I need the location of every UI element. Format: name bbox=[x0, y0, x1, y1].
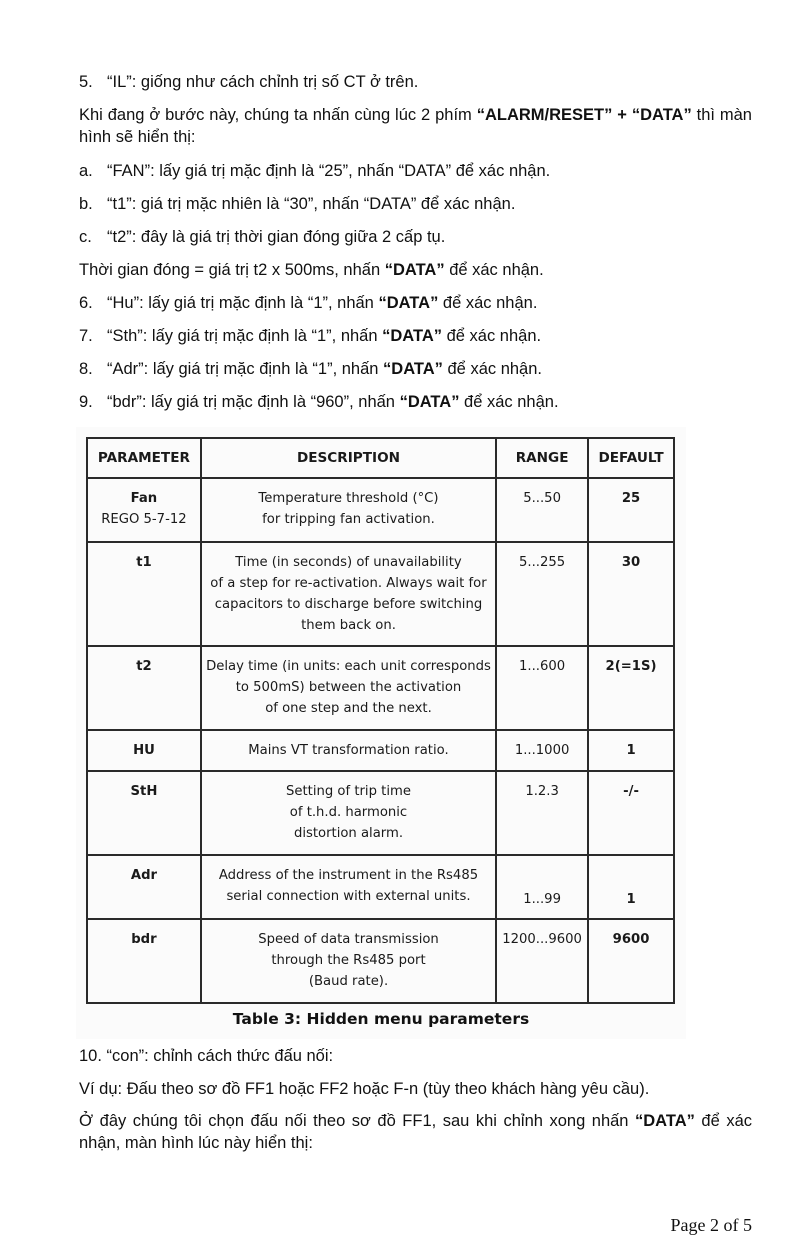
desc-line: Setting of trip time bbox=[286, 784, 411, 799]
sub-item-a bbox=[79, 160, 550, 182]
cell-param: t1 bbox=[87, 542, 201, 646]
desc-line: of one step and the next. bbox=[265, 701, 432, 716]
sub-item-letter: a. bbox=[79, 162, 93, 180]
table-caption: Table 3: Hidden menu parameters bbox=[232, 1010, 530, 1028]
cell-param: StH bbox=[87, 771, 201, 855]
cell-default: 25 bbox=[588, 478, 674, 542]
cell-desc bbox=[201, 542, 496, 646]
chosen-key: “DATA” bbox=[635, 1112, 695, 1130]
step-key: “DATA” bbox=[399, 393, 460, 411]
cell-desc bbox=[201, 919, 496, 1003]
cell-desc bbox=[201, 771, 496, 855]
cell-desc bbox=[201, 855, 496, 919]
table-row bbox=[87, 855, 674, 919]
desc-line: of t.h.d. harmonic bbox=[289, 805, 408, 820]
step-text-end: để xác nhận. bbox=[442, 360, 542, 378]
header-default: DEFAULT bbox=[588, 438, 674, 478]
cell-param bbox=[87, 478, 201, 542]
step-5 bbox=[79, 71, 418, 93]
intro-text-end: thì màn hình sẽ hiển thị: bbox=[79, 106, 752, 146]
cell-range: 1.2.3 bbox=[496, 771, 588, 855]
step-text: “Sth”: lấy giá trị mặc định là “1”, nhấn bbox=[107, 327, 383, 345]
step-10: 10. “con”: chỉnh cách thức đấu nối: bbox=[79, 1047, 334, 1065]
step-number: 8. bbox=[79, 360, 93, 378]
close-time-key: “DATA” bbox=[384, 261, 445, 279]
step-text-end: để xác nhận. bbox=[442, 327, 542, 345]
step-text: “IL”: giống như cách chỉnh trị số CT ở trên. bbox=[107, 73, 419, 91]
step-number: 5. bbox=[79, 73, 93, 91]
table-row bbox=[87, 478, 674, 542]
table-row bbox=[87, 646, 674, 730]
table-row bbox=[87, 730, 674, 771]
step-number: 6. bbox=[79, 294, 93, 312]
step-text: “Hu”: lấy giá trị mặc định là “1”, nhấn bbox=[107, 294, 379, 312]
step-text: “bdr”: lấy giá trị mặc định là “960”, nhấn bbox=[107, 393, 400, 411]
cell-default: -/- bbox=[588, 771, 674, 855]
sub-item-letter: b. bbox=[79, 195, 93, 213]
cell-range: 1200...9600 bbox=[496, 919, 588, 1003]
hidden-menu-table-figure bbox=[76, 427, 686, 1039]
cell-range: 1...99 bbox=[496, 855, 588, 919]
step-text-end: để xác nhận. bbox=[459, 393, 559, 411]
intro-text: Khi đang ở bước này, chúng ta nhấn cùng lúc 2 phím bbox=[79, 106, 477, 124]
step-key: “DATA” bbox=[378, 294, 439, 312]
cell-range: 1...600 bbox=[496, 646, 588, 730]
intro-keys: “ALARM/RESET” + “DATA” bbox=[476, 106, 692, 124]
chosen-text-end: để xác nhận, màn hình lúc này hiển thị: bbox=[79, 1112, 752, 1152]
cell-default: 9600 bbox=[588, 919, 674, 1003]
step-9 bbox=[79, 391, 559, 413]
cell-desc bbox=[201, 478, 496, 542]
step-key: “DATA” bbox=[383, 360, 443, 378]
step-6 bbox=[79, 292, 537, 314]
desc-line: Address of the instrument in the Rs485 bbox=[218, 868, 479, 883]
cell-param: bdr bbox=[87, 919, 201, 1003]
close-time-line bbox=[79, 259, 544, 281]
sub-item-letter: c. bbox=[79, 228, 92, 246]
desc-line: them back on. bbox=[301, 618, 396, 633]
cell-default: 1 bbox=[588, 730, 674, 771]
header-range: RANGE bbox=[496, 438, 588, 478]
table-row bbox=[87, 542, 674, 646]
step-key: “DATA” bbox=[382, 327, 443, 345]
step-number: 9. bbox=[79, 393, 93, 411]
desc-line: (Baud rate). bbox=[308, 974, 389, 989]
sub-item-text: “t1”: giá trị mặc nhiên là “30”, nhấn “DATA” để xác nhận. bbox=[107, 195, 516, 213]
desc-line: of a step for re-activation. Always wait for bbox=[210, 576, 487, 591]
cell-range: 5...255 bbox=[496, 542, 588, 646]
desc-line: Delay time (in units: each unit corresponds bbox=[206, 659, 491, 674]
sub-item-text: “FAN”: lấy giá trị mặc định là “25”, nhấn “DATA” để xác nhận. bbox=[107, 162, 551, 180]
header-parameter: PARAMETER bbox=[87, 438, 201, 478]
desc-line: Temperature threshold (°C) bbox=[258, 491, 439, 506]
sub-item-b bbox=[79, 193, 515, 215]
cell-desc bbox=[201, 646, 496, 730]
param-sub: REGO 5-7-12 bbox=[101, 512, 187, 527]
page-number: Page 2 of 5 bbox=[670, 1215, 752, 1235]
cell-default: 30 bbox=[588, 542, 674, 646]
intro-paragraph bbox=[79, 104, 752, 148]
step-text-end: để xác nhận. bbox=[438, 294, 538, 312]
param-name: Fan bbox=[130, 491, 158, 506]
desc-line: distortion alarm. bbox=[293, 826, 404, 841]
table-header-row bbox=[87, 438, 674, 478]
hidden-menu-table bbox=[86, 437, 675, 1004]
close-time-end: để xác nhận. bbox=[444, 261, 544, 279]
table-row bbox=[87, 919, 674, 1003]
cell-param: HU bbox=[87, 730, 201, 771]
step-number: 7. bbox=[79, 327, 93, 345]
cell-default: 1 bbox=[588, 855, 674, 919]
cell-param: Adr bbox=[87, 855, 201, 919]
cell-range: 1...1000 bbox=[496, 730, 588, 771]
table-row bbox=[87, 771, 674, 855]
example-line: Ví dụ: Đấu theo sơ đồ FF1 hoặc FF2 hoặc F-n (tùy theo khách hàng yêu cầu). bbox=[79, 1080, 650, 1098]
desc-line: capacitors to discharge before switching bbox=[214, 597, 483, 612]
cell-desc: Mains VT transformation ratio. bbox=[201, 730, 496, 771]
close-time-text: Thời gian đóng = giá trị t2 x 500ms, nhấn bbox=[79, 261, 385, 279]
desc-line: through the Rs485 port bbox=[271, 953, 426, 968]
cell-default: 2(=1S) bbox=[588, 646, 674, 730]
sub-item-c bbox=[79, 226, 445, 248]
desc-line: serial connection with external units. bbox=[226, 889, 471, 904]
chosen-paragraph bbox=[79, 1110, 752, 1154]
step-7 bbox=[79, 325, 541, 347]
desc-line: for tripping fan activation. bbox=[262, 512, 435, 527]
chosen-text: Ở đây chúng tôi chọn đấu nối theo sơ đồ FF1, sau khi chỉnh xong nhấn bbox=[79, 1112, 636, 1130]
cell-range: 5...50 bbox=[496, 478, 588, 542]
sub-item-text: “t2”: đây là giá trị thời gian đóng giữa 2 cấp tụ. bbox=[107, 228, 446, 246]
desc-line: to 500mS) between the activation bbox=[235, 680, 462, 695]
cell-param: t2 bbox=[87, 646, 201, 730]
desc-line: Speed of data transmission bbox=[258, 932, 439, 947]
step-text: “Adr”: lấy giá trị mặc định là “1”, nhấn bbox=[107, 360, 384, 378]
header-description: DESCRIPTION bbox=[201, 438, 496, 478]
step-8 bbox=[79, 358, 542, 380]
desc-line: Time (in seconds) of unavailability bbox=[235, 555, 462, 570]
